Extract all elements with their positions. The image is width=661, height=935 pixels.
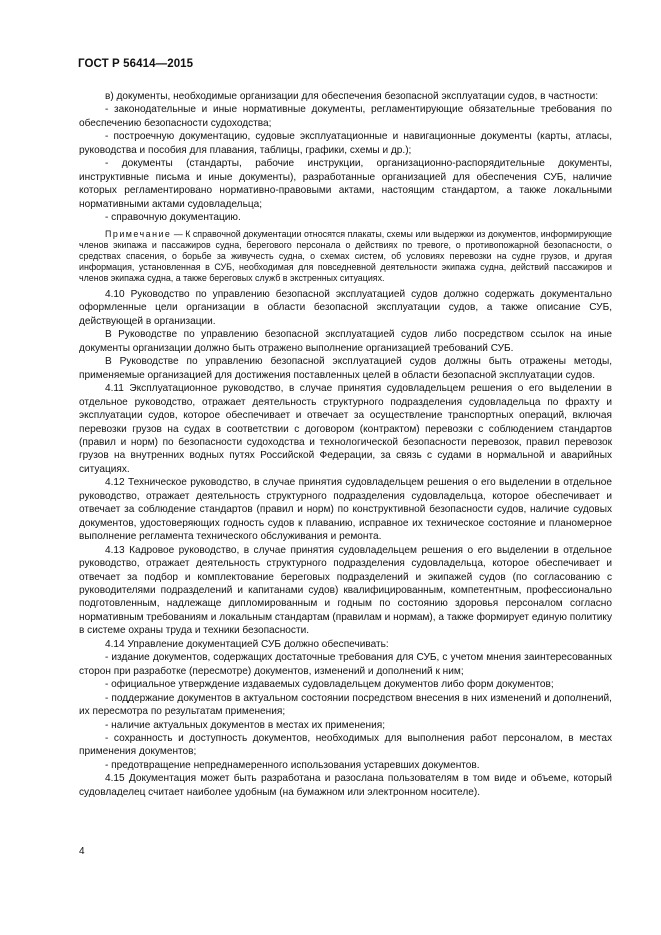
list-item: - документы (стандарты, рабочие инструкции, организационно-распорядительные документы, инструктивные письма и иные документы), разработанные организацией для обеспечения СУБ, наличие которых регламентировано нормативно-правовыми актами, настоящим стандартом, а также локальными нормативными актами судовладельца; [79, 158, 612, 210]
paragraph-item-c: в) документы, необходимые организации для обеспечения безопасной эксплуатации судов, в частности: [105, 91, 599, 102]
note-paragraph [79, 229, 612, 284]
list-item: - законодательные и иные нормативные документы, регламентирующие обязательные требования по обеспечению безопасности судоходства; [79, 104, 612, 129]
list-item: - издание документов, содержащих достаточные требования для СУБ, с учетом мнения заинтересованных сторон при разработке (пересмотре) документов, изменений и дополнений к ним; [79, 652, 612, 677]
list-item: - справочную документацию. [105, 212, 241, 224]
paragraph: В Руководстве по управлению безопасной эксплуатацией судов должны быть отражены методы, применяемые организацией для достижения поставленных целей в области безопасной эксплуатации судов. [79, 356, 612, 381]
document-code-header: ГОСТ Р 56414—2015 [78, 58, 194, 70]
clause-4-10: 4.10 Руководство по управлению безопасной эксплуатацией судов должно содержать документально оформленные цели организации в области безопасной эксплуатации судов, а также описание СУБ, действующей в организации. [79, 289, 612, 327]
note-block [79, 229, 612, 284]
list-item: - поддержание документов в актуальном состоянии посредством внесения в них изменений и дополнений, их пересмотра по результатам применения; [79, 692, 612, 718]
list-item: - предотвращение непреднамеренного использования устаревших документов. [105, 759, 480, 771]
list-item: - построечную документацию, судовые эксплуатационные и навигационные документы (карты, атласы, руководства и пособия для плавания, таблицы, графики, схемы и др.); [79, 131, 612, 156]
note-text: К справочной документации относятся плакаты, схемы или выдержки из документов, информирующие членов экипажа и пассажиров судна, берегового персонала о действиях по тревоге, о противопожарной безопасности, о средствах спасения, о борьбе за живучесть судна, о схемах систем, об условиях перевозки на судне грузов, и другая информация, установленная в СУБ, необходимая для повседневной деятельности экипажа судна, действий пассажиров и членов экипажа судна, а также береговых служб в экстренных ситуациях. [79, 228, 612, 283]
page-body [79, 90, 612, 799]
note-label: Примечание [105, 228, 172, 239]
page-number: 4 [79, 846, 85, 857]
note-dash: — [171, 228, 186, 239]
paragraph: В Руководстве по управлению безопасной эксплуатацией судов либо посредством ссылок на иные документы организации должно быть отражено выполнение организацией требований СУБ. [79, 329, 612, 354]
clause-4-13: 4.13 Кадровое руководство, в случае принятия судовладельцем решения о его выделении в отдельное руководство, отражает деятельность структурного подразделения судовладельца, которое обеспечивает и отвечает за подбор и комплектование береговых подразделений и экипажей судов (по согласованию с руководителями подразделений и капитанами судов) квалифицированным, компетентным, профессионально подготовленным, надлежаще дипломированным и годным по состоянию здоровья персоналом согласно нормативным требованиям и локальным стандартам (правилам и нормам), а также формирует единую политику в системе охраны труда и техники безопасности. [79, 544, 612, 637]
list-item: - официальное утверждение издаваемых судовладельцем документов либо форм документов; [105, 679, 554, 691]
clause-4-14: 4.14 Управление документацией СУБ должно обеспечивать: [105, 638, 389, 650]
list-item: - наличие актуальных документов в местах их применения; [105, 719, 386, 731]
clause-4-15: 4.15 Документация может быть разработана и разослана пользователям в том виде и объеме, который судовладелец считает наиболее удобным (на бумажном или электронном носителе). [79, 773, 612, 798]
list-item: - сохранность и доступность документов, необходимых для выполнения работ персоналом, в местах применения документов; [79, 732, 612, 758]
clause-4-12: 4.12 Техническое руководство, в случае принятия судовладельцем решения о его выделении в отдельное руководство, отражает деятельность структурного подразделения судовладельца, которое обеспечивает и отвечает за соблюдение стандартов (правил и норм) по конструктивной безопасности судов, наличие судовых документов, удостоверяющих годность судов к плаванию, исправное их техническое состояние и планомерное выполнение регламента технического обслуживания и ремонта. [79, 477, 612, 543]
clause-4-11: 4.11 Эксплуатационное руководство, в случае принятия судовладельцем решения о его выделении в отдельное руководство, отражает деятельность структурного подразделения судовладельца по фрахту и эксплуатации судов, которое обеспечивает и отвечает за осуществление транспортных операций, включая перевозки грузов на судах в соответствии с договором (контрактом) перевозки с соблюдением стандартов (правил и норм) по безопасности судоходства и технологической безопасности перевозок, правил перевозок грузов на внутренних водных путях Российской Федерации, за связь с судами в нормальной и аварийных ситуациях. [79, 383, 612, 475]
